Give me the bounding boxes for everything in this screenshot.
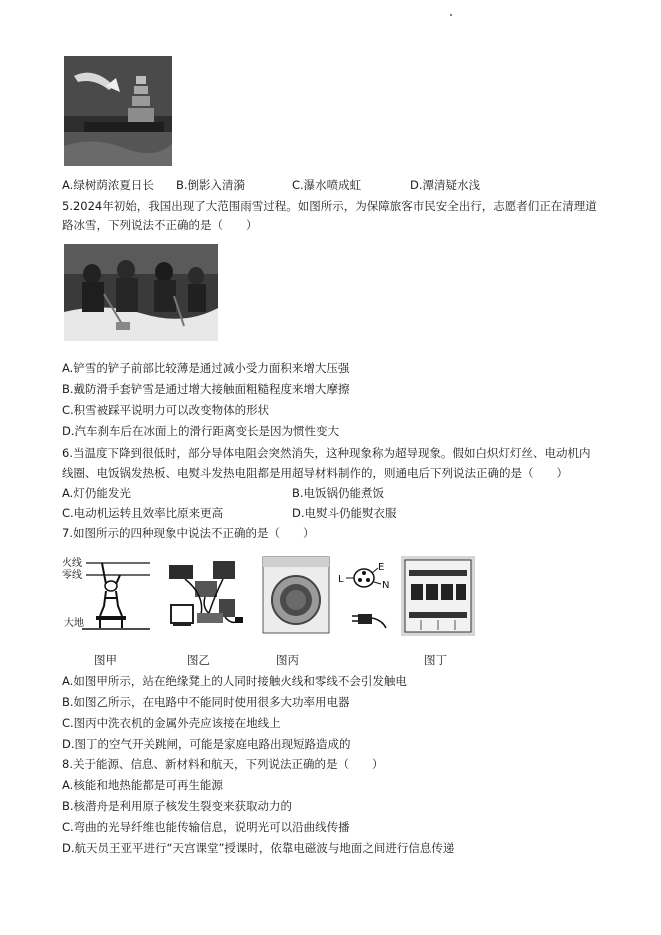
q5-option-a: A.铲雪的铲子前部比较薄是通过减小受力面积来增大压强 [62,361,350,375]
caption-figure-bing: 图丙 [276,653,299,667]
pagoda-photo-drawing [64,56,172,166]
q4-option-a: A.绿树荫浓夏日长 [62,178,154,192]
q6-option-b: B.电饭锅仍能煮饭 [292,486,385,500]
label-e: E [378,562,385,573]
label-live-wire: 火线 [62,558,82,569]
scan-speck [450,14,452,16]
figure-yi [165,555,247,635]
figure-bing [262,556,330,634]
q6-option-c: C.电动机运转且效率比原来更高 [62,506,224,520]
label-neutral-wire: 零线 [62,570,82,581]
q6-option-a: A.灯仍能发光 [62,486,131,500]
pagoda-photo [64,56,172,166]
snow-clearing-photo-drawing [64,244,218,341]
q6-option-d: D.电熨斗仍能熨衣服 [292,506,397,520]
q7-option-c: C.图丙中洗衣机的金属外壳应该接在地线上 [62,716,281,730]
label-l: L [338,574,344,585]
q5-stem-line1: 5.2024年初始，我国出现了大范围雨雪过程。如图所示，为保障旅客市民安全出行，志愿者们正在清理道 [62,199,597,213]
q4-option-b: B.倒影入清漪 [176,178,246,192]
caption-figure-ding: 图丁 [424,653,447,667]
snow-clearing-photo [64,244,218,341]
q8-option-d: D.航天员王亚平进行“天宫课堂”授课时，依靠电磁波与地面之间进行信息传递 [62,841,455,855]
q5-option-c: C.积雪被踩平说明力可以改变物体的形状 [62,403,270,417]
q8-option-c: C.弯曲的光导纤维也能传输信息，说明光可以沿曲线传播 [62,820,350,834]
label-n: N [382,580,390,591]
q4-option-c: C.瀑水喷成虹 [292,178,362,192]
q6-stem-line1: 6.当温度下降到很低时，部分导体电阻会突然消失，这种现象称为超导现象。假如白炽灯灯丝、电动机内 [62,446,591,460]
q5-option-d: D.汽车刹车后在冰面上的滑行距离变长是因为惯性变大 [62,424,340,438]
q7-stem: 7.如图所示的四种现象中说法不正确的是（ ） [62,526,315,540]
q6-stem-line2: 线圈、电饭锅发热板、电熨斗发热电阻都是用超导材料制作的，则通电后下列说法正确的是（ ） [62,466,568,480]
q7-option-d: D.图丁的空气开关跳闸，可能是家庭电路出现短路造成的 [62,737,351,751]
q4-option-d: D.潭清疑水浅 [410,178,481,192]
figure-ding [401,556,475,636]
q5-option-b: B.戴防滑手套铲雪是通过增大接触面粗糙程度来增大摩擦 [62,382,350,396]
caption-figure-yi: 图乙 [187,653,210,667]
q8-option-a: A.核能和地热能都是可再生能源 [62,778,223,792]
q7-option-a: A.如图甲所示，站在绝缘凳上的人同时接触火线和零线不会引发触电 [62,674,407,688]
label-ground: 大地 [64,618,84,629]
q8-stem: 8.关于能源、信息、新材料和航天，下列说法正确的是（ ） [62,757,384,771]
caption-figure-jia: 图甲 [94,653,117,667]
q8-option-b: B.核潜舟是利用原子核发生裂变来获取动力的 [62,799,293,813]
figure-jia [62,554,152,636]
q5-stem-line2: 路冰雪，下列说法不正确的是（ ） [62,218,258,232]
q7-option-b: B.如图乙所示，在电路中不能同时使用很多大功率用电器 [62,695,350,709]
three-pin-plug-diagram [336,558,392,636]
